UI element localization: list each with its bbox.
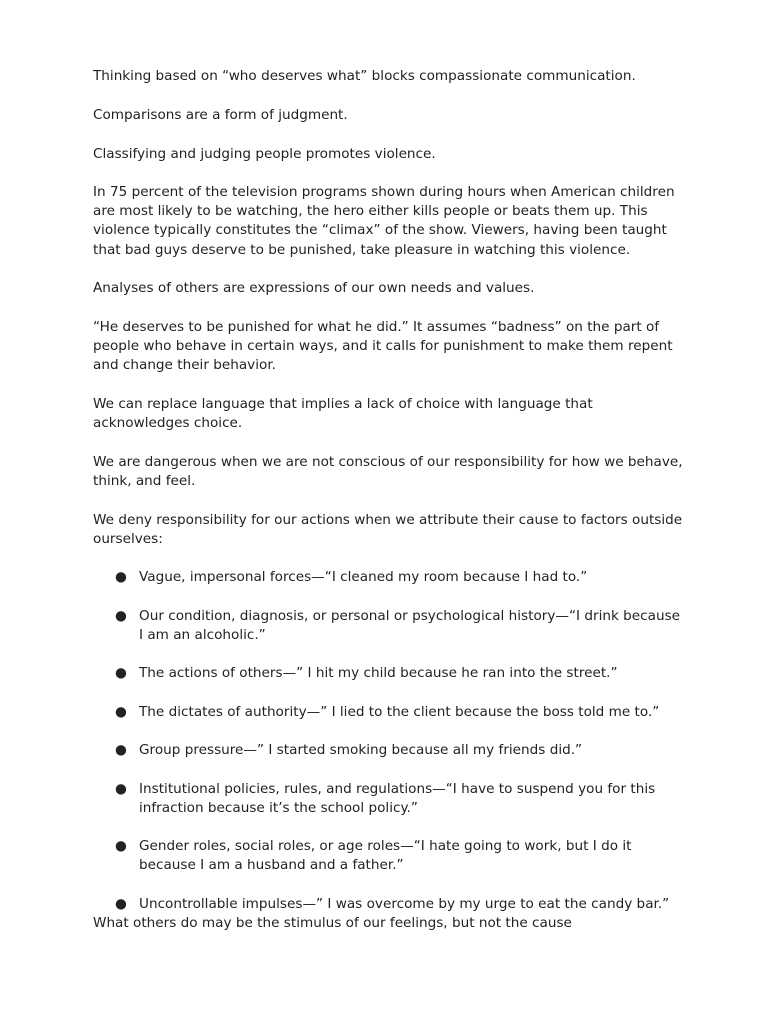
bullet-icon: ● — [115, 838, 127, 854]
closing-line: What others do may be the stimulus of our feelings, but not the cause — [93, 915, 572, 931]
paragraph-deny-responsibility: We deny responsibility for our actions when we attribute their cause to factors outside ourselves: — [93, 512, 683, 548]
bullet-icon: ● — [115, 742, 127, 758]
paragraph-replace-language: We can replace language that implies a lack of choice with language that acknowledges choice. — [93, 396, 593, 432]
bullet-icon: ● — [115, 608, 127, 624]
bullet-icon: ● — [115, 569, 127, 585]
bullet-icon: ● — [115, 665, 127, 681]
list-item-text: Institutional policies, rules, and regulations—“I have to suspend you for this infraction because it’s the school policy.” — [139, 781, 656, 817]
bullet-icon: ● — [115, 781, 127, 797]
paragraph-classifying: Classifying and judging people promotes violence. — [93, 146, 436, 162]
bullet-icon: ● — [115, 704, 127, 720]
paragraph-television: In 75 percent of the television programs shown during hours when American children are most likely to be watching, the hero either kills people or beats them up. This violence typically constitutes the “climax” of the show. Viewers, having been taught that bad guys deserve to be punished, take pleasure in watching this violence. — [93, 184, 675, 258]
list-item-text: Our condition, diagnosis, or personal or psychological history—“I drink because I am an alcoholic.” — [139, 608, 681, 644]
paragraph-comparisons: Comparisons are a form of judgment. — [93, 107, 348, 123]
list-item-text: Vague, impersonal forces—“I cleaned my room because I had to.” — [139, 569, 588, 585]
list-item-text: The dictates of authority—” I lied to the client because the boss told me to.” — [139, 704, 660, 720]
list-item-text: Group pressure—” I started smoking because all my friends did.” — [139, 742, 583, 758]
paragraph-deserves-punished: “He deserves to be punished for what he did.” It assumes “badness” on the part of people who behave in certain ways, and it calls for punishment to make them repent and change their behavior. — [93, 319, 673, 374]
list-item-text: The actions of others—” I hit my child because he ran into the street.” — [139, 665, 618, 681]
paragraph-analyses: Analyses of others are expressions of our own needs and values. — [93, 280, 535, 296]
paragraph-dangerous: We are dangerous when we are not conscious of our responsibility for how we behave, think, and feel. — [93, 454, 683, 490]
paragraph-who-deserves: Thinking based on “who deserves what” blocks compassionate communication. — [93, 68, 636, 84]
list-item-text: Uncontrollable impulses—” I was overcome by my urge to eat the candy bar.” — [139, 896, 670, 912]
bullet-icon: ● — [115, 896, 127, 912]
list-item-text: Gender roles, social roles, or age roles—“I hate going to work, but I do it because I am a husband and a father.” — [139, 838, 632, 874]
